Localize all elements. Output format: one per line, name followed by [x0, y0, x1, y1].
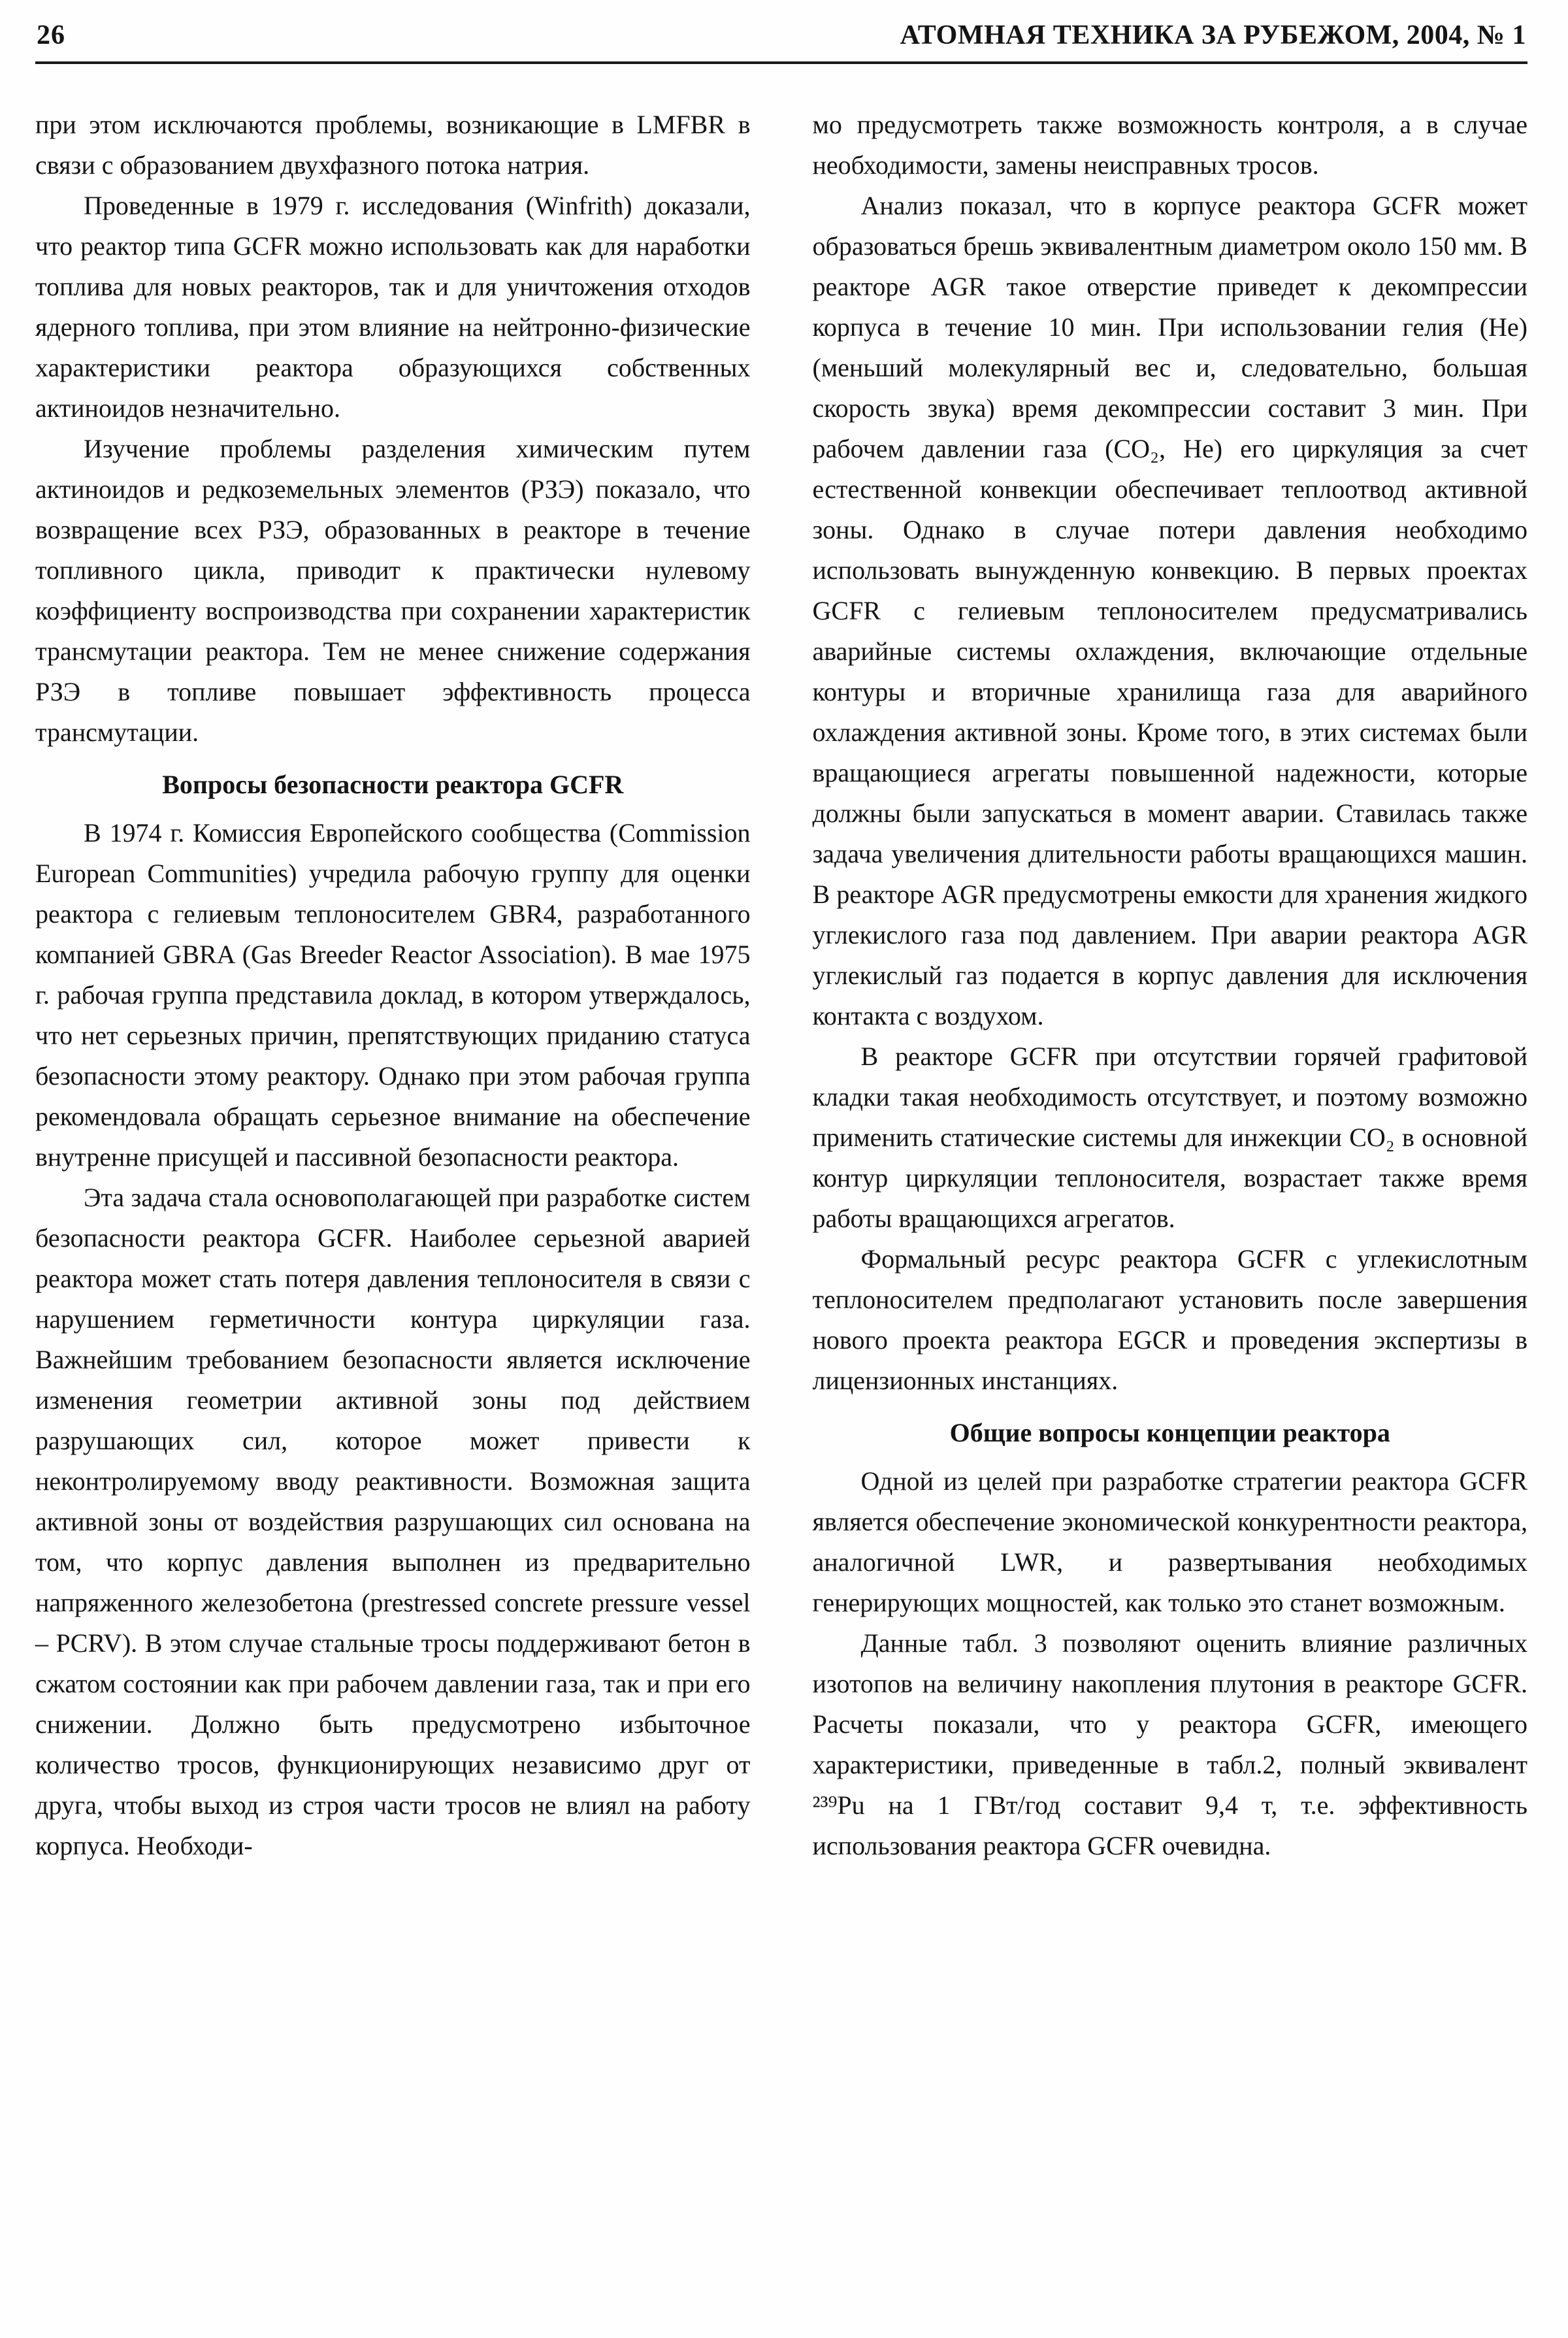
paragraph: Эта задача стала основополагающей при разработке систем безопасности реактора GCFR. Наиболее серьезной аварией реактора может стать потеря давления теплоносителя в связи с нарушением герметичности контура циркуляции газа. Важнейшим требованием безопасности является исключение изменения геометрии активной зоны под действием разрушающих сил, которое может привести к неконтролируемому вводу реактивности. Возможная защита активной зоны от воздействия разрушающих сил основана на том, что корпус давления выполнен из предварительно напряженного железобетона (prestressed concrete pressure vessel – PCRV). В этом случае стальные тросы поддерживают бетон в сжатом состоянии как при рабочем давлении газа, так и при его снижении. Должно быть предусмотрено избыточное количество тросов, функционирующих независимо друг от друга, чтобы выход из строя части тросов не влиял на работу корпуса. Необходи- — [35, 1183, 751, 1860]
section-heading: Вопросы безопасности реактора GCFR — [162, 770, 624, 799]
paragraph: В реакторе GCFR при отсутствии горячей графитовой кладки такая необходимость отсутствует, и поэтому возможно применить статические системы для инжекции CO₂ в основной контур циркуляции теплоносителя, возрастает также время работы вращающихся агрегатов. — [812, 1042, 1527, 1233]
header-rule — [35, 61, 1527, 64]
column-right — [813, 105, 1528, 1866]
page-number: 26 — [37, 20, 65, 50]
paragraph: В 1974 г. Комиссия Европейского сообщества (Commission European Communities) учредила рабочую группу для оценки реактора с гелиевым теплоносителем GBR4, разработанного компанией GBRA (Gas Breeder Reactor Association). В мае 1975 г. рабочая группа представила доклад, в котором утверждалось, что нет серьезных причин, препятствующих приданию статуса безопасности этому реактору. Однако при этом рабочая группа рекомендовала обращать серьезное внимание на обеспечение внутренне присущей и пассивной безопасности реактора. — [35, 818, 751, 1172]
paragraph: при этом исключаются проблемы, возникающие в LMFBR в связи с образованием двухфазного потока натрия. — [35, 110, 751, 180]
section-heading: Общие вопросы концепции реактора — [949, 1418, 1390, 1447]
paragraph: Формальный ресурс реактора GCFR с углекислотным теплоносителем предполагают установить после завершения нового проекта реактора EGCR и проведения экспертизы в лицензионных инстанциях. — [812, 1244, 1527, 1395]
page-header — [35, 16, 1527, 61]
column-left — [35, 105, 751, 1866]
paragraph: Данные табл. 3 позволяют оценить влияние различных изотопов на величину накопления плутония в реакторе GCFR. Расчеты показали, что у реактора GCFR, имеющего характеристики, приведенные в табл.2, полный эквивалент ²³⁹Pu на 1 ГВт/год составит 9,4 т, т.е. эффективность использования реактора GCFR очевидна. — [812, 1628, 1527, 1860]
paragraph: Изучение проблемы разделения химическим путем актиноидов и редкоземельных элементов (РЗЭ) показало, что возвращение всех РЗЭ, образованных в реакторе в течение топливного цикла, приводит к практически нулевому коэффициенту воспроизводства при сохранении характеристик трансмутации реактора. Тем не менее снижение содержания РЗЭ в топливе повышает эффективность процесса трансмутации. — [35, 434, 751, 747]
article-body — [35, 105, 1527, 1866]
paragraph: Анализ показал, что в корпусе реактора GCFR может образоваться брешь эквивалентным диаметром около 150 мм. В реакторе AGR такое отверстие приведет к декомпрессии корпуса в течение 10 мин. При использовании гелия (He) (меньший молекулярный вес и, следовательно, большая скорость звука) время декомпрессии составит 3 мин. При рабочем давлении газа (CO₂, He) его циркуляция за счет естественной конвекции обеспечивает теплоотвод активной зоны. Однако в случае потери давления необходимо использовать вынужденную конвекцию. В первых проектах GCFR с гелиевым теплоносителем предусматривались аварийные системы охлаждения, включающие отдельные контуры и вторичные хранилища газа для аварийного охлаждения активной зоны. Кроме того, в этих системах были вращающиеся агрегаты повышенной надежности, которые должны были запускаться в момент аварии. Ставилась также задача увеличения длительности работы вращающихся машин. В реакторе AGR предусмотрены емкости для хранения жидкого углекислого газа под давлением. При аварии реактора AGR углекислый газ подается в корпус давления для исключения контакта с воздухом. — [812, 191, 1527, 1030]
paragraph: Одной из целей при разработке стратегии реактора GCFR является обеспечение экономической конкурентности реактора, аналогичной LWR, и развертывания необходимых генерирующих мощностей, как только это станет возможным. — [812, 1466, 1527, 1617]
journal-title: АТОМНАЯ ТЕХНИКА ЗА РУБЕЖОМ, 2004, № 1 — [900, 20, 1526, 50]
paragraph: Проведенные в 1979 г. исследования (Winfrith) доказали, что реактор типа GCFR можно использовать как для наработки топлива для новых реакторов, так и для уничтожения отходов ядерного топлива, при этом влияние на нейтронно-физические характеристики реактора образующихся собственных актиноидов незначительно. — [35, 191, 751, 423]
paragraph: мо предусмотреть также возможность контроля, а в случае необходимости, замены неисправных тросов. — [812, 110, 1527, 180]
